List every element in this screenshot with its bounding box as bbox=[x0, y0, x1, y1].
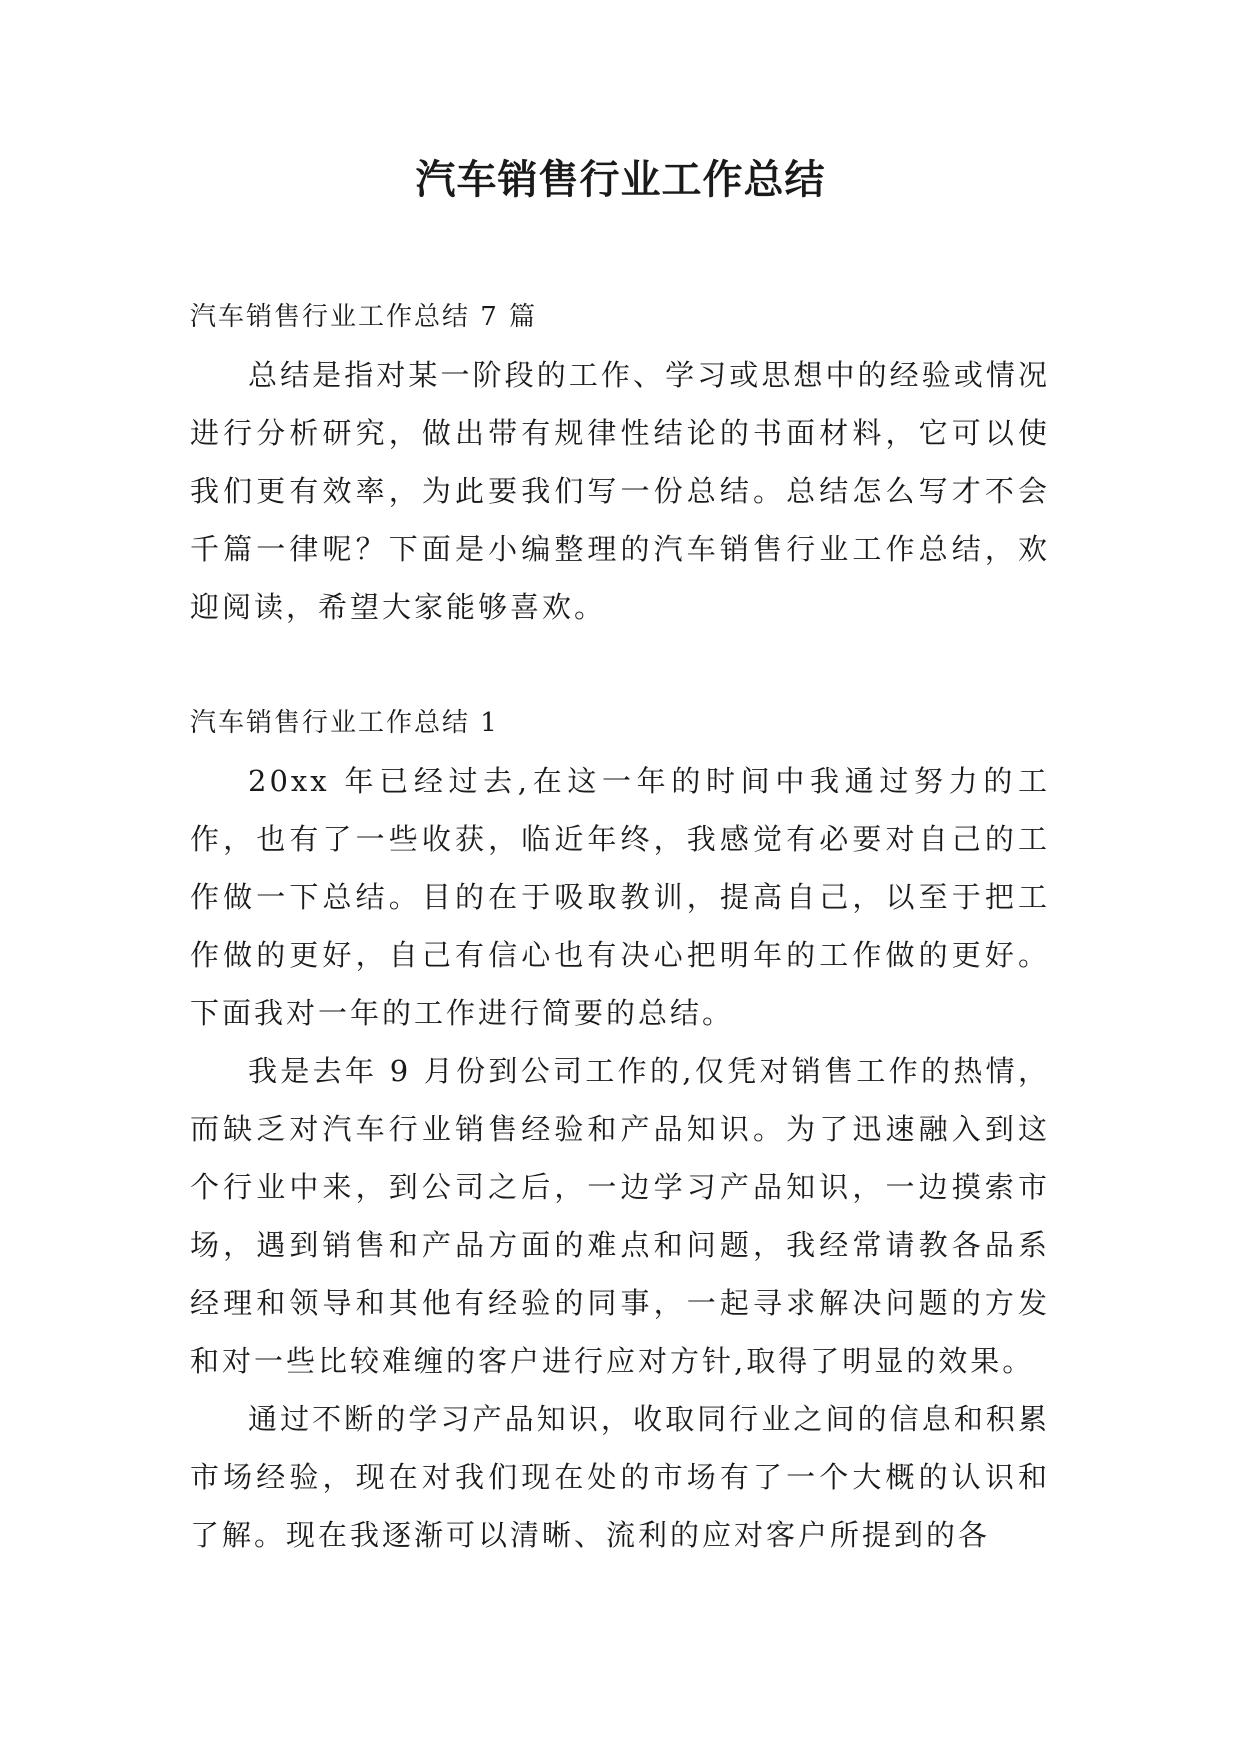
section-heading: 汽车销售行业工作总结 1 bbox=[190, 708, 499, 738]
intro-paragraph: 总结是指对某一阶段的工作、学习或思想中的经验或情况进行分析研究，做出带有规律性结论的书面材料，它可以使我们更有效率，为此要我们写一份总结。总结怎么写才不会千篇一律呢？下面是小编整理的汽车销售行业工作总结，欢迎阅读，希望大家能够喜欢。 bbox=[190, 358, 1050, 624]
body-paragraph: 20xx 年已经过去,在这一年的时间中我通过努力的工作，也有了一些收获，临近年终，我感觉有必要对自己的工作做一下总结。目的在于吸取教训，提高自己，以至于把工作做的更好，自己有信心也有决心把明年的工作做的更好。下面我对一年的工作进行简要的总结。 bbox=[190, 764, 1050, 1030]
paragraph-spacer bbox=[190, 636, 1050, 694]
body-paragraph: 我是去年 9 月份到公司工作的,仅凭对销售工作的热情，而缺乏对汽车行业销售经验和产品知识。为了迅速融入到这个行业中来，到公司之后，一边学习产品知识，一边摸索市场，遇到销售和产品方面的难点和问题，我经常请教各品系经理和领导和其他有经验的同事，一起寻求解决问题的方发和对一些比较难缠的客户进行应对方针,取得了明显的效果。 bbox=[190, 1054, 1050, 1378]
document-title: 汽车销售行业工作总结 bbox=[415, 157, 826, 203]
document-subtitle: 汽车销售行业工作总结 7 篇 bbox=[190, 302, 538, 332]
document-body bbox=[190, 288, 1050, 1564]
body-paragraph: 通过不断的学习产品知识，收取同行业之间的信息和积累市场经验，现在对我们现在处的市场有了一个大概的认识和了解。现在我逐渐可以清晰、流利的应对客户所提到的各 bbox=[190, 1402, 1050, 1552]
